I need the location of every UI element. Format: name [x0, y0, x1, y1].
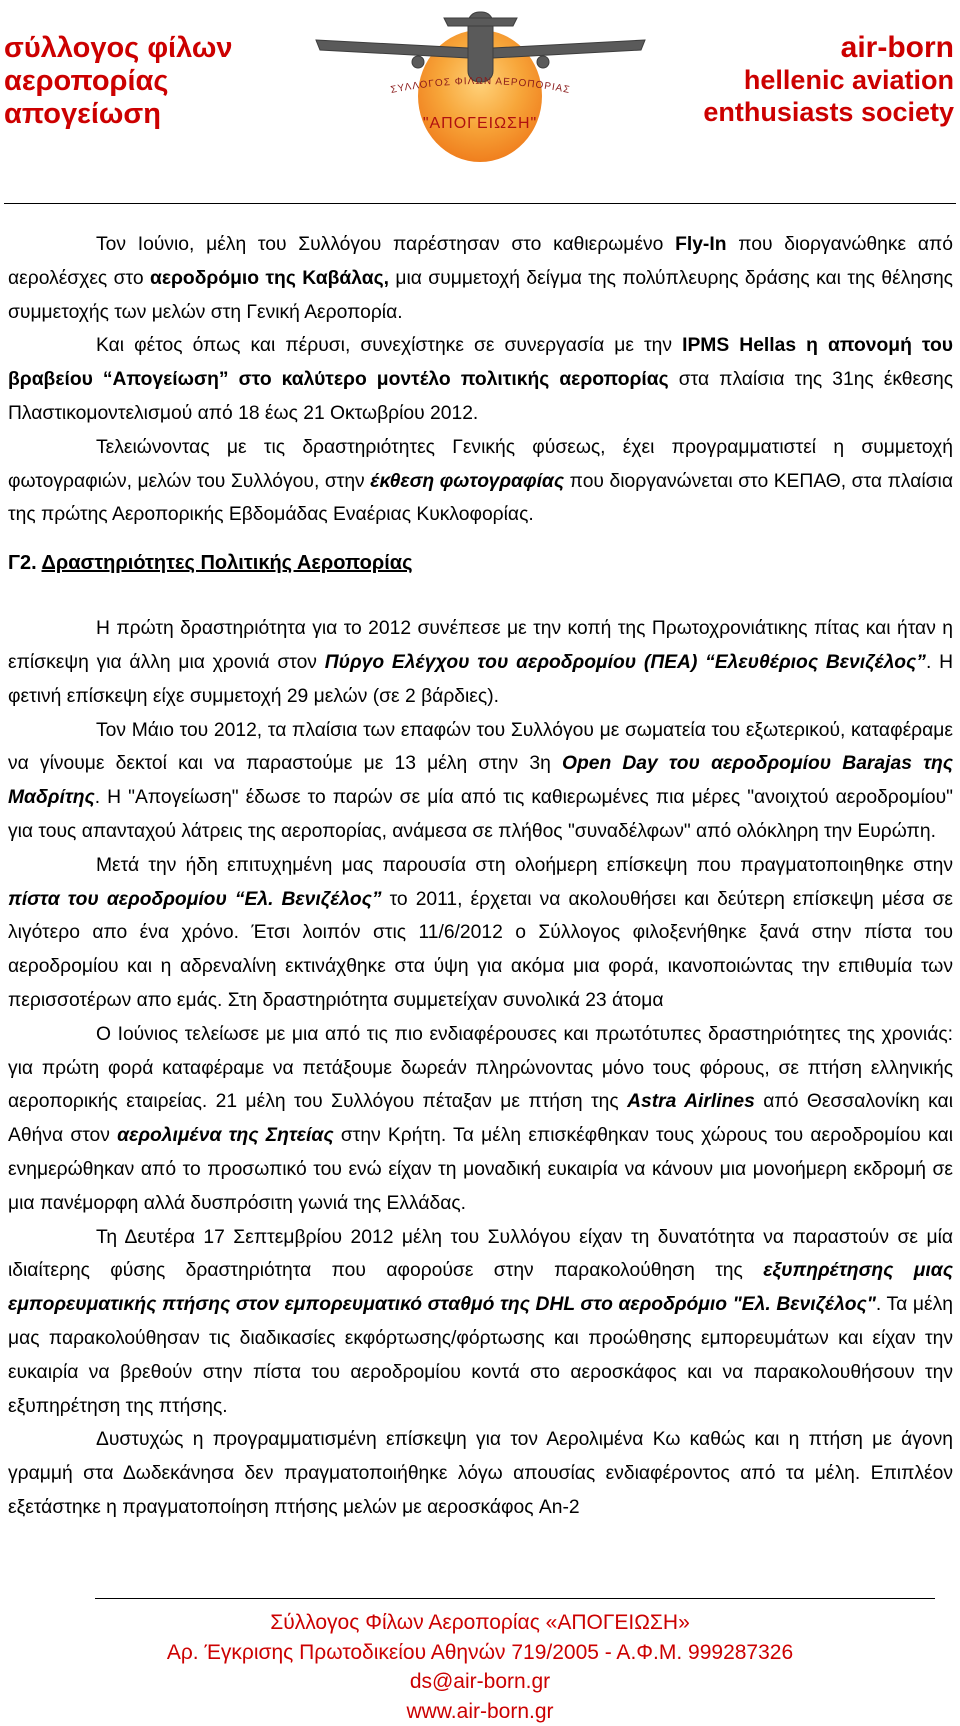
footer-registration: Αρ. Έγκρισης Πρωτοδικείου Αθηνών 719/2005 - Α.Φ.Μ. 999287326	[0, 1638, 960, 1668]
text-run: που διοργανώνεται στο ΚΕΠΑΘ, στα πλαίσια της πρώτης Αεροπορικής Εβδομάδας Εναέριας Κυκλοφορίας.	[8, 471, 953, 526]
text-run: Δυστυχώς η προγραμματισμένη επίσκεψη για τον Αερολιμένα Κω καθώς και η πτήση με άγονη γραμμή στα Δωδεκάνησα δεν πραγματοποιήθηκε λόγω απουσίας ενδιαφέροντος από τα μέλη. Επιπλέον εξετάστηκε η πραγματοποίηση πτήσης μελών με αεροσκάφος An-2	[8, 1429, 953, 1518]
header-title-greek	[4, 32, 233, 131]
text-run: αεροδρόμιο της Καβάλας,	[150, 268, 389, 289]
footer-website: www.air-born.gr	[0, 1697, 960, 1726]
text-run: από Θεσσαλονίκη και Αθήνα στον	[8, 1091, 953, 1146]
text-run: Τον Ιούνιο, μέλη του Συλλόγου παρέστησαν στο καθιερωμένο	[96, 234, 675, 255]
section-number: Γ2.	[8, 552, 42, 574]
header-greek-line: σύλλογος φίλων	[4, 32, 233, 65]
text-run: Η πρώτη δραστηριότητα για το 2012 συνέπεσε με την κοπή της Πρωτοχρονιάτικης πίτας και ήταν η επίσκεψη για άλλη μια χρονιά στον	[8, 618, 953, 673]
page-header	[0, 0, 960, 205]
airplane-icon	[316, 12, 645, 82]
footer-divider	[95, 1598, 935, 1599]
text-run: πίστα του αεροδρομίου “Ελ. Βενιζέλος”	[8, 889, 382, 910]
section-title: Δραστηριότητες Πολιτικής Αεροπορίας	[42, 552, 413, 574]
paragraph	[8, 612, 953, 713]
text-run: Τελειώνοντας με τις δραστηριότητες Γενικής φύσεως, έχει προγραμματιστεί η συμμετοχή φωτογραφιών, μελών του Συλλόγου, στην	[8, 437, 953, 492]
text-run: Μετά την ήδη επιτυχημένη μας παρουσία στη ολοήμερη επίσκεψη που πραγματοποιηθηκε στην	[96, 855, 953, 876]
header-english-line: enthusiasts society	[703, 96, 954, 128]
paragraph	[8, 431, 953, 532]
text-run: Open Day του αεροδρομίου Barajas της Μαδρίτης	[8, 753, 953, 808]
logo-arc-text: ΣΥΛΛΟΓΟΣ ΦΙΛΩΝ ΑΕΡΟΠΟΡΙΑΣ	[390, 76, 572, 96]
footer-contact	[0, 1608, 960, 1726]
text-run: έκθεση φωτογραφίας	[370, 471, 564, 492]
header-greek-line: απογείωση	[4, 98, 233, 131]
paragraph	[8, 1018, 953, 1221]
paragraph	[8, 849, 953, 1018]
section-heading	[8, 546, 953, 580]
text-run: Και φέτος όπως και πέρυσι, συνεχίστηκε σε συνεργασία με την	[96, 335, 682, 356]
header-divider	[4, 203, 956, 204]
paragraph	[8, 714, 953, 849]
text-run: στην Κρήτη. Τα μέλη επισκέφθηκαν τους χώρους του αεροδρομίου και ενημερώθηκαν από το προσωπικό του ενώ είχαν τη μοναδική ευκαιρία να κάνουν μια μονοήμερη εκδρομή σε μια πανέμορφη αλλά δυσπρόσιτη γωνιά της Ελλάδας.	[8, 1125, 953, 1214]
header-english-line: hellenic aviation	[703, 64, 954, 96]
text-run: Ο Ιούνιος τελείωσε με μια από τις πιο ενδιαφέρουσες και πρωτότυπες δραστηριότητες της χρονιάς: για πρώτη φορά καταφέραμε να πετάξουμε δωρεάν πληρώνοντας μόνο τους φόρους, σε πτήση ελληνικής αεροπορικής εταιρείας. 21 μέλη του Συλλόγου πέταξαν με πτήση της	[8, 1024, 953, 1113]
header-title-english	[703, 32, 954, 128]
footer-email: ds@air-born.gr	[0, 1667, 960, 1697]
header-brand: air-born	[703, 32, 954, 64]
header-greek-line: αεροπορίας	[4, 65, 233, 98]
text-run: μια συμμετοχή δείγμα της πολύπλευρης δράσης και της θέλησης συμμετοχής των μελών στη Γενική Αεροπορία.	[8, 268, 953, 323]
document-body	[8, 228, 953, 1525]
text-run: IPMS Hellas η απονομή του βραβείου “Απογείωση” στο καλύτερο μοντέλο πολιτικής αεροπορίας	[8, 335, 953, 390]
text-run: . Τα μέλη μας παρακολούθησαν τις διαδικασίες εκφόρτωσης/φόρτωσης και προώθησης εμπορευμάτων και είχαν την ευκαιρία να βρεθούν στην πίστα του αεροδρομίου κοντά στο αεροσκάφος και να παρακολουθήσουν την εξυπηρέτηση της πτήσης.	[8, 1294, 953, 1416]
paragraph	[8, 1423, 953, 1524]
text-run: . Η "Απογείωση" έδωσε το παρών σε μία από τις καθιερωμένες πια μέρες "ανοιχτού αεροδρομίου" για τους απανταχού λάτρεις της αεροπορίας, ανάμεσα σε πλήθος "συναδέλφων" από ολόκληρη την Ευρώπη.	[8, 787, 953, 842]
text-run: . Η φετινή επίσκεψη είχε συμμετοχή 29 μελών (σε 2 βάρδιες).	[8, 652, 953, 707]
text-run: το 2011, έρχεται να ακολουθήσει και δεύτερη επίσκεψη μέσα σε λιγότερο απο ένα χρόνο. Έτσι λοιπόν στις 11/6/2012 ο Σύλλογος φιλοξενήθηκε ξανά στην πίστα του αεροδρομίου και η αδρεναλίνη εκτινάχθηκε στα ύψη για ακόμα μια φορά, ικανοποιώντας την επιθυμία των περισσοτέρων απο εμάς. Στη δραστηριότητα συμμετείχαν συνολικά 23 άτομα	[8, 889, 953, 1011]
text-run: εξυπηρέτησης μιας εμπορευματικής πτήσης στον εμπορευματικό σταθμό της DHL στο αεροδρόμιο "Ελ. Βενιζέλος"	[8, 1260, 953, 1315]
text-run: αερολιμένα της Σητείας	[117, 1125, 333, 1146]
footer-org-name: Σύλλογος Φίλων Αεροπορίας «ΑΠΟΓΕΙΩΣΗ»	[0, 1608, 960, 1638]
text-run: Astra Airlines	[627, 1091, 755, 1112]
text-run: Τη Δευτέρα 17 Σεπτεμβρίου 2012 μέλη του Συλλόγου είχαν τη δυνατότητα να παραστούν σε μία ιδιαίτερης φύσης δραστηριότητα που αφορούσε στην παρακολούθηση της	[8, 1227, 953, 1282]
logo-name: "ΑΠΟΓΕΙΩΣΗ"	[423, 115, 537, 132]
paragraph	[8, 329, 953, 430]
text-run: Πύργο Ελέγχου του αεροδρομίου (ΠΕΑ) “Ελευθέριος Βενιζέλος”	[325, 652, 926, 673]
text-run: Fly-In	[675, 234, 726, 255]
text-run: στα πλαίσια της 31ης έκθεσης Πλαστικομοντελισμού από 18 έως 21 Οκτωβρίου 2012.	[8, 369, 953, 424]
paragraph	[8, 228, 953, 329]
text-run: Τον Μάιο του 2012, τα πλαίσια των επαφών του Συλλόγου με σωματεία του εξωτερικού, καταφέραμε να γίνουμε δεκτοί και να παραστούμε με 13 μέλη στην 3η	[8, 720, 953, 775]
paragraph	[8, 1221, 953, 1424]
club-logo	[308, 4, 653, 174]
text-run: που διοργανώθηκε από αερολέσχες στο	[8, 234, 953, 289]
